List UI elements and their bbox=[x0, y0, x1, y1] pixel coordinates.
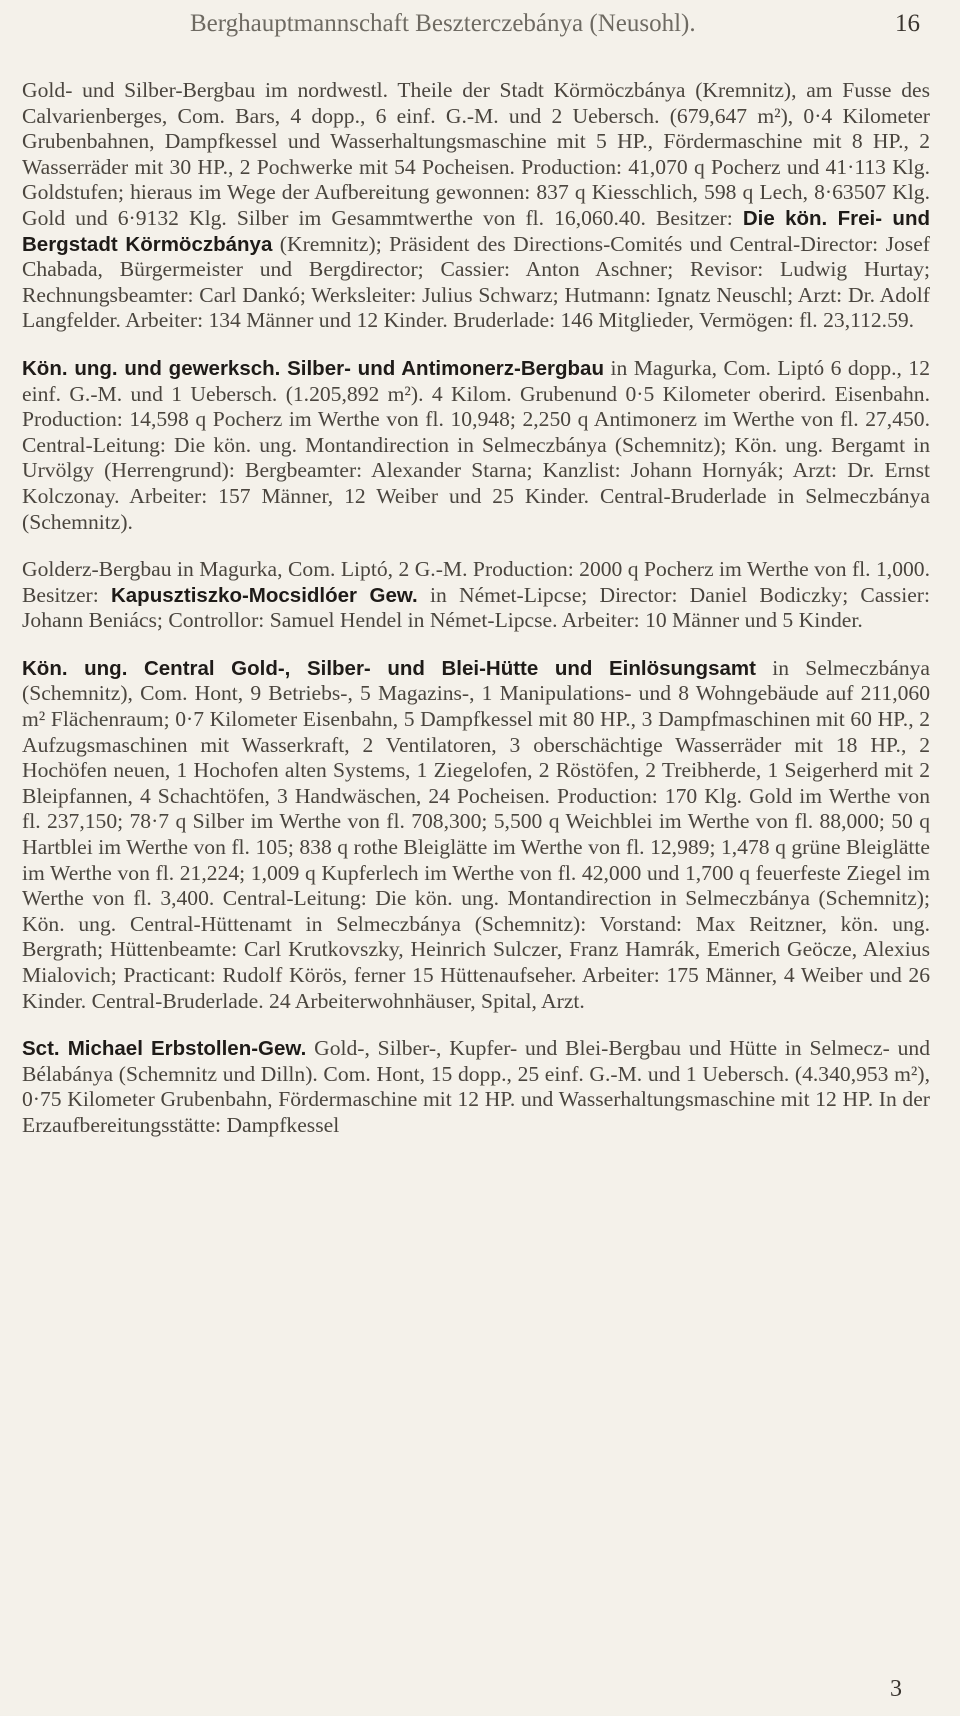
page-number: 16 bbox=[895, 10, 920, 37]
header-title: Berghauptmannschaft Beszterczebánya (Neusohl). bbox=[190, 10, 696, 37]
entry-magurka-antimon: Kön. ung. und gewerksch. Silber- und Antimonerz-Bergbau in Magurka, Com. Liptó 6 dopp., 12 einf. G.-M. und 1 Uebersch. (1.205,892 m²). 4 Kilom. Grubenund 0·5 Kilometer oberird. Eisenbahn. Production: 14,598 q Pocherz im Werthe von fl. 10,948; 2,250 q Antimonerz im Werthe von fl. 27,450. Central-Leitung: Die kön. ung. Montandirection in Selmeczbánya (Schemnitz); Kön. ung. Bergamt in Urvölgy (Herrengrund): Bergbeamter: Alexander Starna; Kanzlist: Johann Hornyák; Arzt: Dr. Ernst Kolczonay. Arbeiter: 157 Männer, 12 Weiber und 25 Kinder. Central-Bruderlade in Selmeczbánya (Schemnitz). bbox=[22, 355, 930, 534]
entry-central-huette: Kön. ung. Central Gold-, Silber- und Blei-Hütte und Einlösungsamt in Selmeczbánya (Schemnitz), Com. Hont, 9 Betriebs-, 5 Magazins-, 1 Manipulations- und 8 Wohngebäude auf 211,060 m² Flächenraum; 0·7 Kilometer Eisenbahn, 5 Dampfkessel mit 80 HP., 3 Dampfmaschinen mit 60 HP., 2 Aufzugsmaschinen mit Wasserkraft, 2 Ventilatoren, 3 oberschächtige Wasserräder mit 18 HP., 2 Hochöfen neuen, 1 Hochofen alten Systems, 1 Ziegelofen, 2 Röstöfen, 2 Treibherde, 1 Seigerherd mit 2 Bleipfannen, 4 Schachtöfen, 3 Handwäschen, 24 Pocheisen. Production: 170 Klg. Gold im Werthe von fl. 237,150; 78·7 q Silber im Werthe von fl. 708,300; 5,500 q Weichblei im Werthe von fl. 88,000; 50 q Hartblei im Werthe von fl. 105; 838 q rothe Bleiglätte im Werthe von fl. 12,989; 1,478 q grüne Bleiglätte im Werthe von fl. 21,224; 1,009 q Kupferlech im Werthe von fl. 42,000 und 1,700 q feuerfeste Ziegel im Werthe von fl. 3,400. Central-Leitung: Die kön. ung. Montandirection in Selmeczbánya (Schemnitz); Kön. ung. Central-Hüttenamt in Selmeczbánya (Schemnitz): Vorstand: Max Reitzner, kön. ung. Bergrath; Hüttenbeamte: Carl Krutkovszky, Heinrich Sulczer, Franz Hamrák, Emerich Geöcze, Alexius Mialovich; Practicant: Rudolf Körös, ferner 15 Hüttenaufseher. Arbeiter: 175 Männer, 4 Weiber und 26 Kinder. Central-Bruderlade. 24 Arbeiterwohnhäuser, Spital, Arzt. bbox=[22, 655, 930, 1013]
entry-magurka-golderz: Golderz-Bergbau in Magurka, Com. Liptó, 2 G.-M. Production: 2000 q Pocherz im Werthe von fl. 1,000. Besitzer: Kapusztiszko-Mocsidlóer Gew. in Német-Lipcse; Director: Daniel Bodiczky; Cassier: Johann Beniács; Controllor: Samuel Hendel in Német-Lipcse. Arbeiter: 10 Männer und 5 Kinder. bbox=[22, 557, 930, 633]
signature-mark: 3 bbox=[890, 1676, 902, 1702]
document-body bbox=[22, 78, 930, 1139]
entry-kremnitz-goldbergbau: Gold- und Silber-Bergbau im nordwestl. Theile der Stadt Körmöczbánya (Kremnitz), am Fusse des Calvarienberges, Com. Bars, 4 dopp., 6 einf. G.-M. und 2 Uebersch. (679,647 m²), 0·4 Kilometer Grubenbahnen, Dampfkessel und Wasserhaltungsmaschine mit 5 HP., Fördermaschine mit 8 HP., 2 Wasserräder mit 30 HP., 2 Pochwerke mit 54 Pocheisen. Production: 41,070 q Pocherz und 41·113 Klg. Goldstufen; hieraus im Wege der Aufbereitung gewonnen: 837 q Kiesschlich, 598 q Lech, 8·63507 Klg. Gold und 6·9132 Klg. Silber im Gesammtwerthe von fl. 16,060.40. Besitzer: Die kön. Frei- und Bergstadt Körmöczbánya (Kremnitz); Präsident des Directions-Comités und Central-Director: Josef Chabada, Bürgermeister und Bergdirector; Cassier: Anton Aschner; Revisor: Ludwig Hurtay; Rechnungsbeamter: Carl Dankó; Werksleiter: Julius Schwarz; Hutmann: Ignatz Neuschl; Arzt: Dr. Adolf Langfelder. Arbeiter: 134 Männer und 12 Kinder. Bruderlade: 146 Mitglieder, Vermögen: fl. 23,112.59. bbox=[22, 78, 930, 333]
running-header bbox=[190, 10, 920, 38]
entry-sct-michael: Sct. Michael Erbstollen-Gew. Gold-, Silber-, Kupfer- und Blei-Bergbau und Hütte in Selmecz- und Bélabánya (Schemnitz und Dilln). Com. Hont, 15 dopp., 25 einf. G.-M. und 1 Uebersch. (4.340,953 m²), 0·75 Kilometer Grubenbahn, Fördermaschine mit 12 HP. und Wasserhaltungsmaschine mit 12 HP. In der Erzaufbereitungsstätte: Dampfkessel bbox=[22, 1036, 930, 1137]
